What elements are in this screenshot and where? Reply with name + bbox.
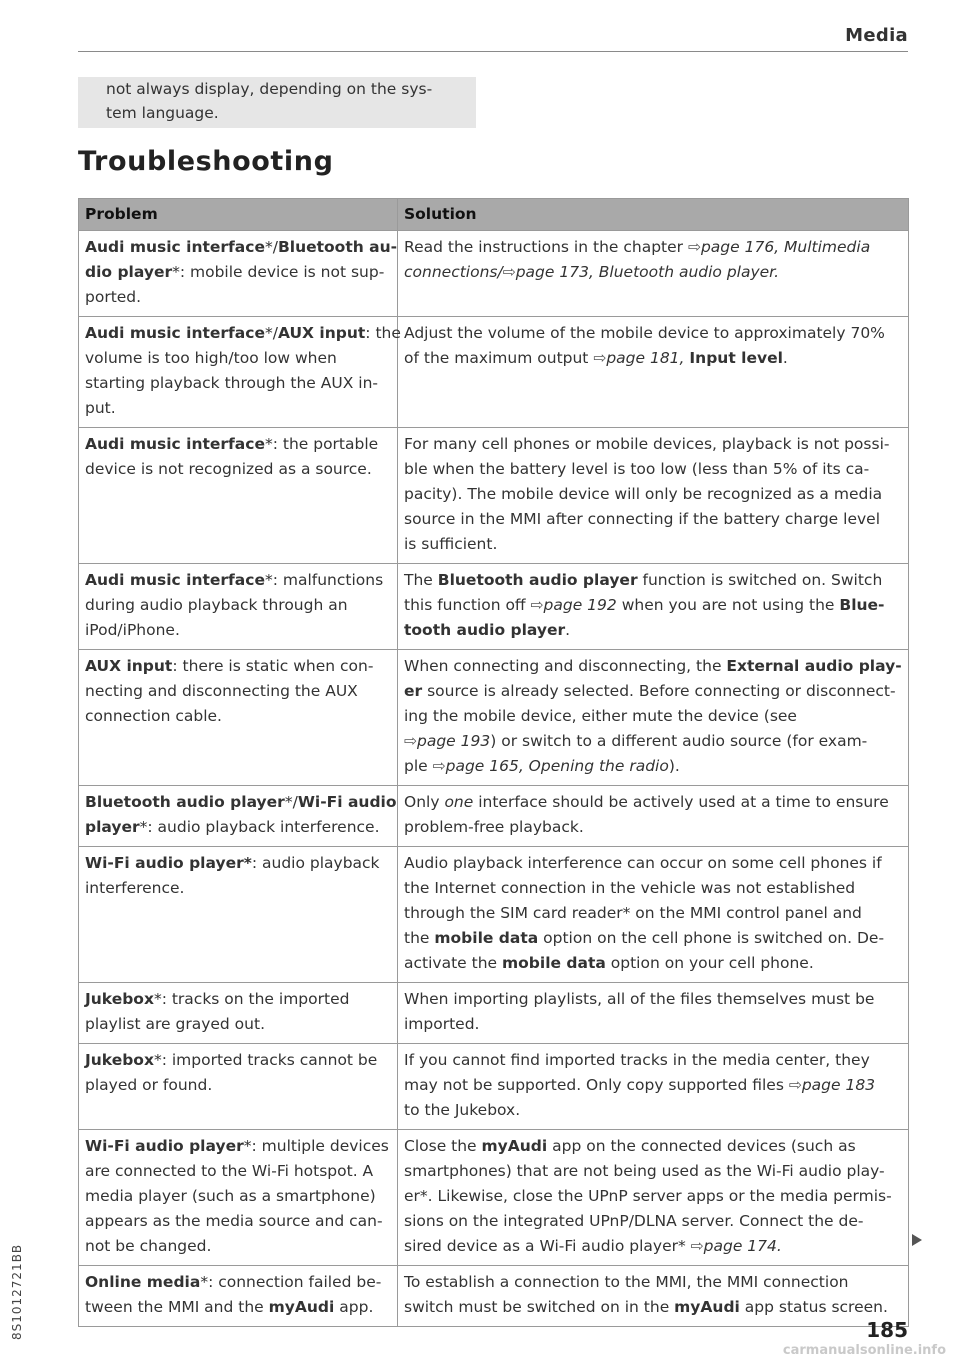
page-number: 185 bbox=[866, 1318, 908, 1342]
text-run: source is already selected. Before connecting or disconnect- bbox=[422, 682, 896, 700]
solution-line bbox=[404, 1184, 902, 1209]
text-run: Wi-Fi audio player bbox=[85, 1137, 244, 1155]
text-run: mobile data bbox=[501, 954, 606, 972]
text-run: Input level bbox=[689, 349, 783, 367]
note-box bbox=[78, 77, 476, 128]
text-run: when you are not using the bbox=[616, 596, 840, 614]
solution-line bbox=[404, 987, 902, 1012]
text-run: Wi-Fi audio bbox=[297, 793, 397, 811]
text-run: imported. bbox=[404, 1015, 480, 1033]
note-line: not always display, depending on the sys- bbox=[106, 80, 433, 98]
section-name: Media bbox=[845, 25, 908, 46]
solution-cell bbox=[398, 317, 909, 428]
continue-arrow-icon bbox=[912, 1234, 922, 1246]
text-run: er*. Likewise, close the UPnP server apps or the media permis- bbox=[404, 1187, 892, 1205]
text-run: problem-free playback. bbox=[404, 818, 584, 836]
solution-line bbox=[404, 346, 902, 371]
text-run: . bbox=[565, 621, 571, 639]
text-run: *: tracks on the imported bbox=[153, 990, 350, 1008]
text-run: interference. bbox=[85, 879, 185, 897]
text-run: */ bbox=[264, 324, 278, 342]
text-run: this function off bbox=[404, 596, 531, 614]
text-run: page 192 bbox=[543, 596, 617, 614]
text-run: dio player bbox=[85, 263, 173, 281]
text-run: Read the instructions in the chapter bbox=[404, 238, 688, 256]
problem-line bbox=[85, 618, 391, 643]
text-run: External audio play- bbox=[726, 657, 902, 675]
problem-cell bbox=[79, 650, 398, 786]
page-ref-arrow-icon: ⇨ bbox=[404, 732, 417, 750]
page-ref-arrow-icon: ⇨ bbox=[788, 1076, 802, 1094]
solution-cell bbox=[398, 231, 909, 317]
solution-line bbox=[404, 593, 902, 618]
text-run: one bbox=[444, 793, 474, 811]
solution-line bbox=[404, 618, 902, 643]
solution-cell bbox=[398, 650, 909, 786]
text-run: the bbox=[404, 929, 435, 947]
problem-line bbox=[85, 593, 391, 618]
problem-line bbox=[85, 285, 391, 310]
problem-cell bbox=[79, 231, 398, 317]
solution-line bbox=[404, 321, 902, 346]
table-row bbox=[79, 1266, 909, 1327]
text-run: *: the portable bbox=[264, 435, 379, 453]
problem-line bbox=[85, 1295, 391, 1320]
text-run: *: audio playback interference. bbox=[139, 818, 380, 836]
solution-cell bbox=[398, 1044, 909, 1130]
text-run: AUX input bbox=[277, 324, 366, 342]
text-run: page 183 bbox=[801, 1076, 876, 1094]
problem-line bbox=[85, 815, 391, 840]
solution-line bbox=[404, 754, 902, 779]
text-run: device is not recognized as a source. bbox=[85, 460, 372, 478]
problem-line bbox=[85, 396, 391, 421]
solution-line bbox=[404, 901, 902, 926]
text-run: *: multiple devices bbox=[243, 1137, 389, 1155]
solution-line bbox=[404, 1134, 902, 1159]
text-run: sions on the integrated UPnP/DLNA server. Connect the de- bbox=[404, 1212, 864, 1230]
text-run: Audi music interface bbox=[85, 238, 265, 256]
problem-cell bbox=[79, 786, 398, 847]
text-run: pacity). The mobile device will only be recognized as a media bbox=[404, 485, 883, 503]
page-ref-arrow-icon: ⇨ bbox=[687, 238, 701, 256]
problem-line bbox=[85, 876, 391, 901]
text-run: ported. bbox=[85, 288, 142, 306]
problem-line bbox=[85, 235, 398, 260]
solution-line bbox=[404, 1048, 902, 1073]
text-run: Jukebox bbox=[85, 990, 154, 1008]
column-header-problem: Problem bbox=[79, 199, 398, 231]
solution-line bbox=[404, 951, 902, 976]
solution-line bbox=[404, 1159, 902, 1184]
text-run: page 193 bbox=[417, 732, 491, 750]
text-run: of the maximum output bbox=[404, 349, 594, 367]
table-header-row bbox=[79, 199, 909, 231]
text-run: The bbox=[404, 571, 438, 589]
text-run: Audi music interface bbox=[85, 435, 265, 453]
table-row bbox=[79, 564, 909, 650]
solution-line bbox=[404, 1073, 902, 1098]
text-run: to the Jukebox. bbox=[404, 1101, 521, 1119]
text-run: For many cell phones or mobile devices, playback is not possi- bbox=[404, 435, 890, 453]
text-run: Bluetooth au- bbox=[277, 238, 398, 256]
text-run: Jukebox bbox=[85, 1051, 154, 1069]
problem-line bbox=[85, 790, 397, 815]
text-run: option on the cell phone is switched on. De- bbox=[538, 929, 885, 947]
solution-line bbox=[404, 235, 902, 260]
text-run: interface should be actively used at a time to ensure bbox=[473, 793, 889, 811]
table-row bbox=[79, 847, 909, 983]
problem-cell bbox=[79, 1266, 398, 1327]
solution-line bbox=[404, 679, 902, 704]
text-run: app on the connected devices (such as bbox=[547, 1137, 856, 1155]
text-run: Audi music interface bbox=[85, 571, 265, 589]
text-run: AUX input bbox=[85, 657, 173, 675]
problem-line bbox=[85, 987, 391, 1012]
problem-line bbox=[85, 568, 391, 593]
solution-line bbox=[404, 507, 902, 532]
text-run: page 176, Multimedia bbox=[700, 238, 871, 256]
text-run: volume is too high/too low when bbox=[85, 349, 337, 367]
table-row bbox=[79, 231, 909, 317]
text-run: ble when the battery level is too low (less than 5% of its ca- bbox=[404, 460, 870, 478]
table-row bbox=[79, 983, 909, 1044]
problem-line bbox=[85, 654, 391, 679]
text-run: */ bbox=[284, 793, 298, 811]
header-rule bbox=[78, 51, 908, 52]
text-run: ) or switch to a different audio source (for exam- bbox=[490, 732, 868, 750]
table-row bbox=[79, 650, 909, 786]
problem-cell bbox=[79, 564, 398, 650]
page-ref-arrow-icon: ⇨ bbox=[432, 757, 446, 775]
text-run: source in the MMI after connecting if the battery charge level bbox=[404, 510, 881, 528]
solution-line bbox=[404, 1270, 902, 1295]
text-run: put. bbox=[85, 399, 116, 417]
solution-line bbox=[404, 790, 902, 815]
text-run: starting playback through the AUX in- bbox=[85, 374, 378, 392]
solution-cell bbox=[398, 786, 909, 847]
text-run: tooth audio player bbox=[404, 621, 566, 639]
table-row bbox=[79, 428, 909, 564]
text-run: iPod/iPhone. bbox=[85, 621, 180, 639]
problem-line bbox=[85, 1073, 391, 1098]
problem-line bbox=[85, 704, 391, 729]
troubleshooting-table bbox=[78, 198, 909, 1327]
page-ref-arrow-icon: ⇨ bbox=[690, 1237, 704, 1255]
text-run: When connecting and disconnecting, the bbox=[404, 657, 727, 675]
text-run: myAudi bbox=[674, 1298, 740, 1316]
note-line: tem language. bbox=[106, 104, 219, 122]
text-run: Bluetooth audio player bbox=[437, 571, 638, 589]
solution-cell bbox=[398, 1130, 909, 1266]
solution-line bbox=[404, 457, 902, 482]
text-run: Audi music interface bbox=[85, 324, 265, 342]
page-title: Troubleshooting bbox=[78, 146, 334, 177]
text-run: function is switched on. Switch bbox=[637, 571, 883, 589]
text-run: the Internet connection in the vehicle was not established bbox=[404, 879, 856, 897]
watermark: carmanualsonline.info bbox=[782, 1343, 946, 1358]
text-run: Close the bbox=[404, 1137, 482, 1155]
solution-line bbox=[404, 926, 902, 951]
solution-line bbox=[404, 432, 902, 457]
problem-line bbox=[85, 260, 391, 285]
text-run: *: imported tracks cannot be bbox=[153, 1051, 378, 1069]
problem-cell bbox=[79, 317, 401, 428]
text-run: media player (such as a smartphone) bbox=[85, 1187, 376, 1205]
text-run: page 181, bbox=[606, 349, 685, 367]
text-run: during audio playback through an bbox=[85, 596, 348, 614]
text-run: *: malfunctions bbox=[264, 571, 384, 589]
text-run: necting and disconnecting the AUX bbox=[85, 682, 358, 700]
problem-cell bbox=[79, 428, 398, 564]
text-run: Blue- bbox=[839, 596, 885, 614]
solution-line bbox=[404, 1098, 902, 1123]
text-run: connection cable. bbox=[85, 707, 222, 725]
text-run: : there is static when con- bbox=[172, 657, 374, 675]
solution-line bbox=[404, 532, 902, 557]
text-run: *: mobile device is not sup- bbox=[172, 263, 385, 281]
solution-line bbox=[404, 729, 902, 754]
problem-line bbox=[85, 1159, 391, 1184]
text-run: Only bbox=[404, 793, 445, 811]
solution-line bbox=[404, 260, 902, 285]
text-run: page 174. bbox=[703, 1237, 782, 1255]
text-run: activate the bbox=[404, 954, 502, 972]
page-ref-arrow-icon: ⇨ bbox=[530, 596, 544, 614]
text-run: is sufficient. bbox=[404, 535, 498, 553]
problem-line bbox=[85, 1184, 391, 1209]
solution-line bbox=[404, 568, 902, 593]
text-run: myAudi bbox=[481, 1137, 548, 1155]
problem-line bbox=[85, 457, 391, 482]
page-ref-arrow-icon: ⇨ bbox=[593, 349, 607, 367]
problem-line bbox=[85, 371, 391, 396]
text-run: If you cannot find imported tracks in the media center, they bbox=[404, 1051, 870, 1069]
text-run: ). bbox=[668, 757, 680, 775]
text-run: Bluetooth audio player bbox=[85, 793, 285, 811]
table-row bbox=[79, 317, 909, 428]
text-run: playlist are grayed out. bbox=[85, 1015, 265, 1033]
text-run: : audio playback bbox=[251, 854, 380, 872]
text-run: ple bbox=[404, 757, 433, 775]
text-run: */ bbox=[264, 238, 278, 256]
text-run: through the SIM card reader* on the MMI control panel and bbox=[404, 904, 862, 922]
text-run: When importing playlists, all of the files themselves must be bbox=[404, 990, 875, 1008]
text-run: page 165, Opening the radio bbox=[445, 757, 669, 775]
document-code: 8S1012721BB bbox=[10, 1243, 24, 1340]
solution-line bbox=[404, 815, 902, 840]
text-run: tween the MMI and the bbox=[85, 1298, 269, 1316]
text-run: Wi-Fi audio player* bbox=[85, 854, 252, 872]
text-run: *: connection failed be- bbox=[200, 1273, 382, 1291]
solution-line bbox=[404, 851, 902, 876]
text-run: myAudi bbox=[268, 1298, 335, 1316]
problem-line bbox=[85, 1209, 391, 1234]
solution-cell bbox=[398, 983, 909, 1044]
text-run: smartphones) that are not being used as the Wi-Fi audio play- bbox=[404, 1162, 885, 1180]
problem-line bbox=[85, 1234, 391, 1259]
text-run: may not be supported. Only copy supported files bbox=[404, 1076, 789, 1094]
text-run: er bbox=[404, 682, 423, 700]
text-run: option on your cell phone. bbox=[605, 954, 814, 972]
solution-cell bbox=[398, 1266, 909, 1327]
text-run: played or found. bbox=[85, 1076, 213, 1094]
problem-cell bbox=[79, 1130, 398, 1266]
text-run: : the bbox=[365, 324, 401, 342]
text-run: appears as the media source and can- bbox=[85, 1212, 383, 1230]
problem-line bbox=[85, 1048, 391, 1073]
problem-line bbox=[85, 679, 391, 704]
text-run: player bbox=[85, 818, 140, 836]
text-run: connections/ bbox=[404, 263, 503, 281]
problem-line bbox=[85, 1012, 391, 1037]
text-run: ing the mobile device, either mute the device (see bbox=[404, 707, 797, 725]
text-run: Adjust the volume of the mobile device to approximately 70% bbox=[404, 324, 885, 342]
text-run: app status screen. bbox=[739, 1298, 888, 1316]
solution-line bbox=[404, 1012, 902, 1037]
solution-cell bbox=[398, 847, 909, 983]
table-row bbox=[79, 1130, 909, 1266]
text-run: are connected to the Wi-Fi hotspot. A bbox=[85, 1162, 374, 1180]
problem-line bbox=[85, 432, 391, 457]
solution-line bbox=[404, 654, 902, 679]
solution-line bbox=[404, 1209, 902, 1234]
problem-line bbox=[85, 851, 391, 876]
problem-line bbox=[85, 346, 391, 371]
solution-cell bbox=[398, 564, 909, 650]
text-run: Audio playback interference can occur on some cell phones if bbox=[404, 854, 882, 872]
page-ref-arrow-icon: ⇨ bbox=[502, 263, 516, 281]
text-run: app. bbox=[334, 1298, 374, 1316]
text-run: not be changed. bbox=[85, 1237, 212, 1255]
text-run: . bbox=[782, 349, 788, 367]
text-run: switch must be switched on in the bbox=[404, 1298, 675, 1316]
table-row bbox=[79, 786, 909, 847]
solution-line bbox=[404, 1234, 902, 1259]
solution-line bbox=[404, 482, 902, 507]
problem-line bbox=[85, 1134, 391, 1159]
solution-line bbox=[404, 876, 902, 901]
problem-line bbox=[85, 1270, 391, 1295]
solution-line bbox=[404, 704, 902, 729]
solution-cell bbox=[398, 428, 909, 564]
column-header-solution: Solution bbox=[398, 199, 909, 231]
text-run: mobile data bbox=[434, 929, 539, 947]
table-row bbox=[79, 1044, 909, 1130]
problem-line bbox=[85, 321, 401, 346]
problem-cell bbox=[79, 1044, 398, 1130]
solution-line bbox=[404, 1295, 902, 1320]
text-run: Online media bbox=[85, 1273, 201, 1291]
problem-cell bbox=[79, 847, 398, 983]
text-run: sired device as a Wi-Fi audio player* bbox=[404, 1237, 691, 1255]
problem-cell bbox=[79, 983, 398, 1044]
text-run: To establish a connection to the MMI, the MMI connection bbox=[404, 1273, 849, 1291]
text-run: page 173, Bluetooth audio player. bbox=[515, 263, 780, 281]
